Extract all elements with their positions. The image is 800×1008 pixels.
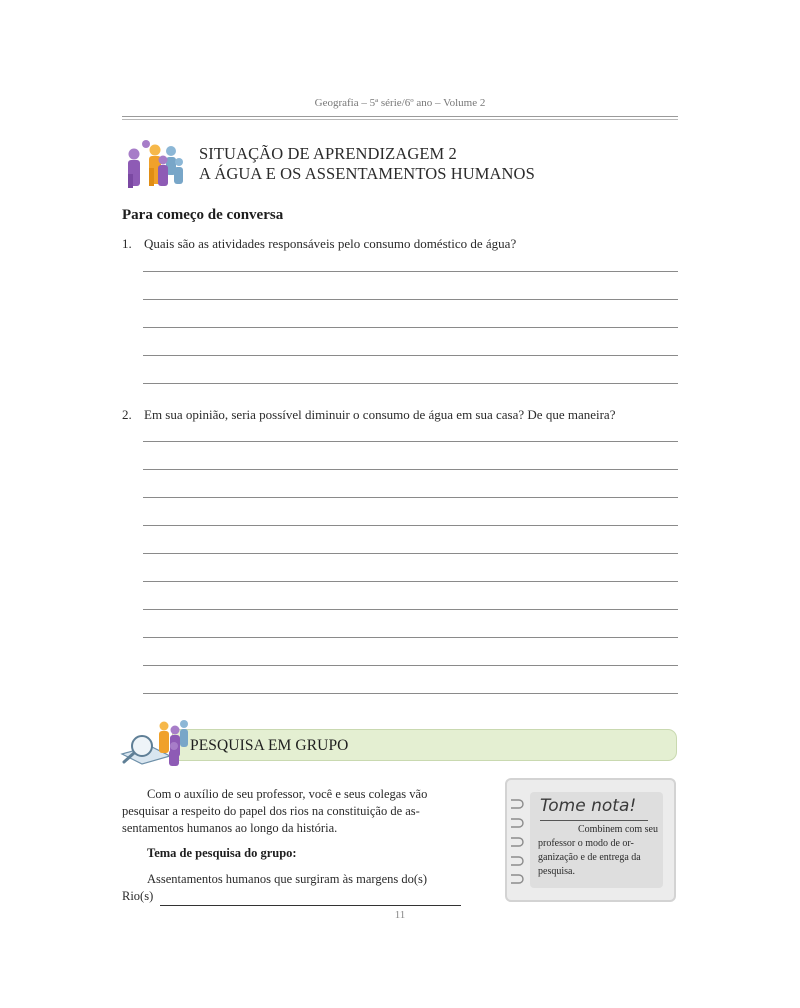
question-text: Quais são as atividades responsáveis pelo consumo doméstico de água? [144, 236, 517, 251]
answer-line[interactable] [143, 327, 678, 328]
note-title-underline [540, 820, 648, 821]
answer-line[interactable] [143, 637, 678, 638]
answer-line[interactable] [143, 271, 678, 272]
answer-line[interactable] [143, 469, 678, 470]
paragraph-line: sentamentos humanos ao longo da história. [122, 821, 338, 835]
paragraph-line: Com o auxílio de seu professor, você e seus colegas vão [147, 787, 428, 801]
topic-label: Tema de pesquisa do grupo: [147, 846, 297, 860]
note-line: Combinem com seu [578, 824, 658, 835]
answer-line[interactable] [143, 581, 678, 582]
page-number: 11 [394, 909, 406, 921]
answer-line[interactable] [143, 553, 678, 554]
section-title [199, 144, 535, 184]
answer-line[interactable] [143, 497, 678, 498]
question-number: 1. [122, 236, 132, 251]
note-line: ganização e de entrega da [538, 852, 641, 863]
answer-line[interactable] [143, 383, 678, 384]
question-1 [122, 236, 516, 252]
magnifier-people-icon [120, 718, 192, 768]
river-name-field[interactable] [160, 905, 461, 906]
topic-text-line1: Assentamentos humanos que surgiram às margens do(s) [147, 872, 428, 886]
header-rule [122, 116, 678, 117]
answer-line[interactable] [143, 693, 678, 694]
notebook-rings-icon [507, 795, 529, 887]
section-title-line2: A ÁGUA E OS ASSENTAMENTOS HUMANOS [199, 164, 535, 183]
topic-text-line2: Rio(s) [122, 889, 154, 903]
note-title: Tome nota! [540, 796, 637, 816]
header-rule-secondary [122, 119, 678, 120]
paragraph-line: pesquisar a respeito do papel dos rios na constituição de as- [122, 804, 420, 818]
answer-line[interactable] [143, 609, 678, 610]
note-text [538, 823, 658, 879]
answer-line[interactable] [143, 355, 678, 356]
running-header: Geografia – 5ª série/6º ano – Volume 2 [314, 97, 486, 109]
answer-line[interactable] [143, 665, 678, 666]
note-line: professor o modo de or- [538, 838, 634, 849]
question-2 [122, 407, 615, 423]
answer-line[interactable] [143, 441, 678, 442]
section-title-line1: SITUAÇÃO DE APRENDIZAGEM 2 [199, 144, 457, 163]
question-text: Em sua opinião, seria possível diminuir o consumo de água em sua casa? De que maneira? [144, 407, 616, 422]
banner-title: PESQUISA EM GRUPO [190, 737, 349, 754]
research-paragraph [122, 786, 462, 837]
answer-line[interactable] [143, 299, 678, 300]
answer-line[interactable] [143, 525, 678, 526]
subheading-intro: Para começo de conversa [122, 207, 284, 223]
note-line: pesquisa. [538, 866, 575, 877]
people-group-icon [119, 138, 189, 190]
question-number: 2. [122, 407, 132, 422]
